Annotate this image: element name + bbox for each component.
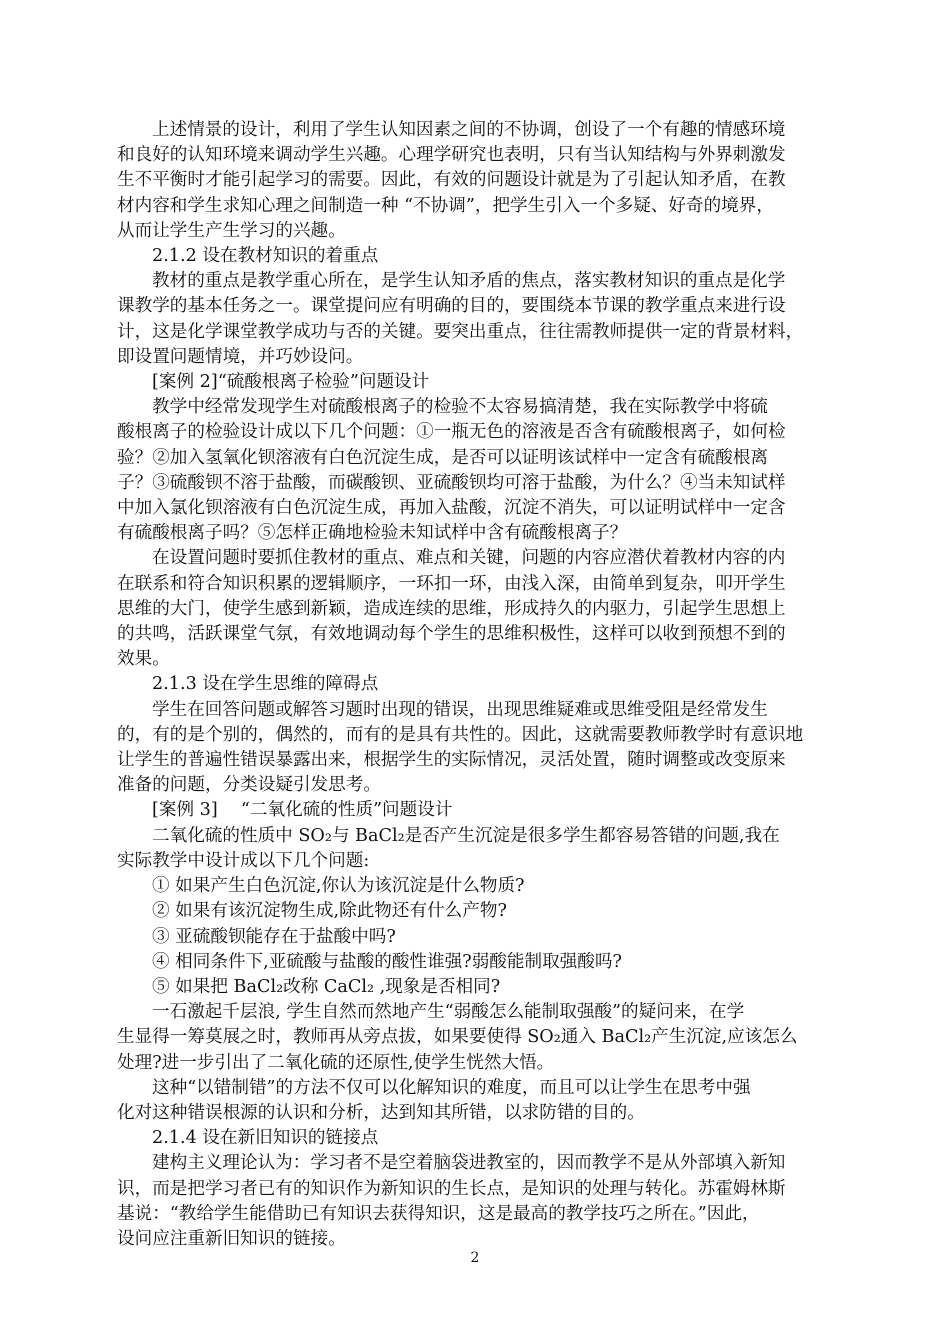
text-line: 实际教学中设计成以下几个问题: — [117, 850, 370, 871]
text-line: 思维的大门，使学生感到新颖，造成连续的思维，形成持久的内驱力，引起学生思想上 — [117, 598, 786, 619]
text-line: 教学中经常发现学生对硫酸根离子的检验不太容易搞清楚，我在实际教学中将硫 — [152, 397, 768, 418]
text-line: 和良好的认知环境来调动学生兴趣。心理学研究也表明，只有当认知结构与外界刺激发 — [117, 145, 786, 166]
heading-line: ① 如果产生白色沉淀,你认为该沉淀是什么物质? — [152, 876, 525, 897]
text-line: 一石激起千层浪, 学生自然而然地产生“弱酸怎么能制取强酸”的疑问来，在学 — [152, 1002, 745, 1023]
text-line: 上述情景的设计，利用了学生认知因素之间的不协调，创设了一个有趣的情感环境 — [152, 120, 786, 140]
document-body — [117, 118, 837, 1252]
heading-line: [案例 3] “二氧化硫的性质”问题设计 — [152, 800, 453, 821]
text-line: 识，而是把学习者已有的知识作为新知识的生长点，是知识的处理与转化。苏霍姆林斯 — [117, 1178, 786, 1199]
text-line: 材内容和学生求知心理之间制造一种 “不协调”，把学生引入一个多疑、好奇的境界， — [117, 195, 774, 216]
text-line: 从而让学生产生学习的兴趣。 — [117, 220, 346, 241]
text-line: 教材的重点是教学重心所在，是学生认知矛盾的焦点，落实教材知识的重点是化学 — [152, 271, 786, 292]
heading-line: ④ 相同条件下,亚硫酸与盐酸的酸性谁强?弱酸能制取强酸吗? — [152, 951, 622, 972]
paragraph — [117, 269, 837, 370]
text-line: 的共鸣，活跃课堂气氛，有效地调动每个学生的思维积极性，这样可以收到预想不到的 — [117, 624, 786, 645]
paragraph — [117, 1000, 837, 1076]
heading-line: ⑤ 如果把 BaCl₂改称 CaCl₂ ,现象是否相同? — [152, 976, 501, 997]
text-line: 基说：“教给学生能借助已有知识去获得知识，这是最高的教学技巧之所在。”因此， — [117, 1203, 760, 1224]
heading-line: 2.1.4 设在新旧知识的链接点 — [152, 1128, 379, 1149]
paragraph — [117, 1151, 837, 1252]
text-line: 让学生的普遍性错误暴露出来，根据学生的实际情况，灵活处置，随时调整或改变原来 — [117, 750, 786, 771]
text-line: 计，这是化学课堂教学成功与否的关键。要突出重点，往往需教师提供一定的背景材料， — [117, 321, 804, 342]
text-line: 处理?进一步引出了二氧化硫的还原性,使学生恍然大悟。 — [117, 1052, 555, 1073]
paragraph — [117, 118, 837, 244]
text-line: 效果。 — [117, 649, 170, 670]
text-line: 生显得一筹莫展之时，教师再从旁点拔，如果要使得 SO₂通入 BaCl₂产生沉淀,应该怎么 — [117, 1027, 798, 1048]
heading-line: 2.1.2 设在教材知识的着重点 — [152, 246, 379, 267]
text-line: 子？③硫酸钡不溶于盐酸，而碳酸钡、亚硫酸钡均可溶于盐酸，为什么？④当未知试样 — [117, 472, 786, 493]
text-line: 中加入氯化钡溶液有白色沉淀生成，再加入盐酸，沉淀不消失，可以证明试样中一定含 — [117, 498, 786, 519]
text-line: 的，有的是个别的，偶然的，而有的是具有共性的。因此，这就需要教师教学时有意识地 — [117, 724, 804, 745]
text-line: 有硫酸根离子吗？⑤怎样正确地检验未知试样中含有硫酸根离子？ — [117, 523, 628, 544]
heading-line: 2.1.3 设在学生思维的障碍点 — [152, 674, 379, 695]
text-line: 这种“以错制错”的方法不仅可以化解知识的难度，而且可以让学生在思考中强 — [152, 1077, 751, 1098]
text-line: 生不平衡时才能引起学习的需要。因此，有效的问题设计就是为了引起认知矛盾，在教 — [117, 170, 786, 191]
paragraph — [117, 1076, 837, 1126]
text-line: 学生在回答问题或解答习题时出现的错误，出现思维疑难或思维受阻是经常发生 — [152, 699, 768, 720]
page-number: 2 — [470, 1250, 480, 1266]
heading-line: ③ 亚硫酸钡能存在于盐酸中吗? — [152, 926, 396, 947]
text-line: 课教学的基本任务之一。课堂提问应有明确的目的，要围绕本节课的教学重点来进行设 — [117, 296, 786, 317]
text-line: 建构主义理论认为：学习者不是空着脑袋进教室的，因而教学不是从外部填入新知 — [152, 1153, 786, 1174]
text-line: 即设置问题情境，并巧妙设问。 — [117, 346, 364, 367]
text-line: 设问应注重新旧知识的链接。 — [117, 1228, 346, 1249]
text-line: 二氧化硫的性质中 SO₂与 BaCl₂是否产生沉淀是很多学生都容易答错的问题,我在 — [152, 825, 780, 846]
text-line: 在设置问题时要抓住教材的重点、难点和关键，问题的内容应潜伏着教材内容的内 — [152, 548, 786, 569]
heading-line: [案例 2]“硫酸根离子检验”问题设计 — [152, 372, 430, 393]
text-line: 验？②加入氢氧化钡溶液有白色沉淀生成，是否可以证明该试样中一定含有硫酸根离 — [117, 447, 768, 468]
heading-line: ② 如果有该沉淀物生成,除此物还有什么产物? — [152, 901, 507, 922]
text-line: 化对这种错误根源的认识和分析，达到知其所错，以求防错的目的。 — [117, 1102, 645, 1123]
paragraph — [117, 698, 837, 799]
text-line: 酸根离子的检验设计成以下几个问题：①一瓶无色的溶液是否含有硫酸根离子，如何检 — [117, 422, 786, 443]
text-line: 准备的问题，分类设疑引发思考。 — [117, 775, 381, 796]
paragraph — [117, 395, 837, 546]
text-line: 在联系和符合知识积累的逻辑顺序，一环扣一环，由浅入深，由简单到复杂，叩开学生 — [117, 573, 786, 594]
paragraph — [117, 824, 837, 874]
paragraph — [117, 546, 837, 672]
